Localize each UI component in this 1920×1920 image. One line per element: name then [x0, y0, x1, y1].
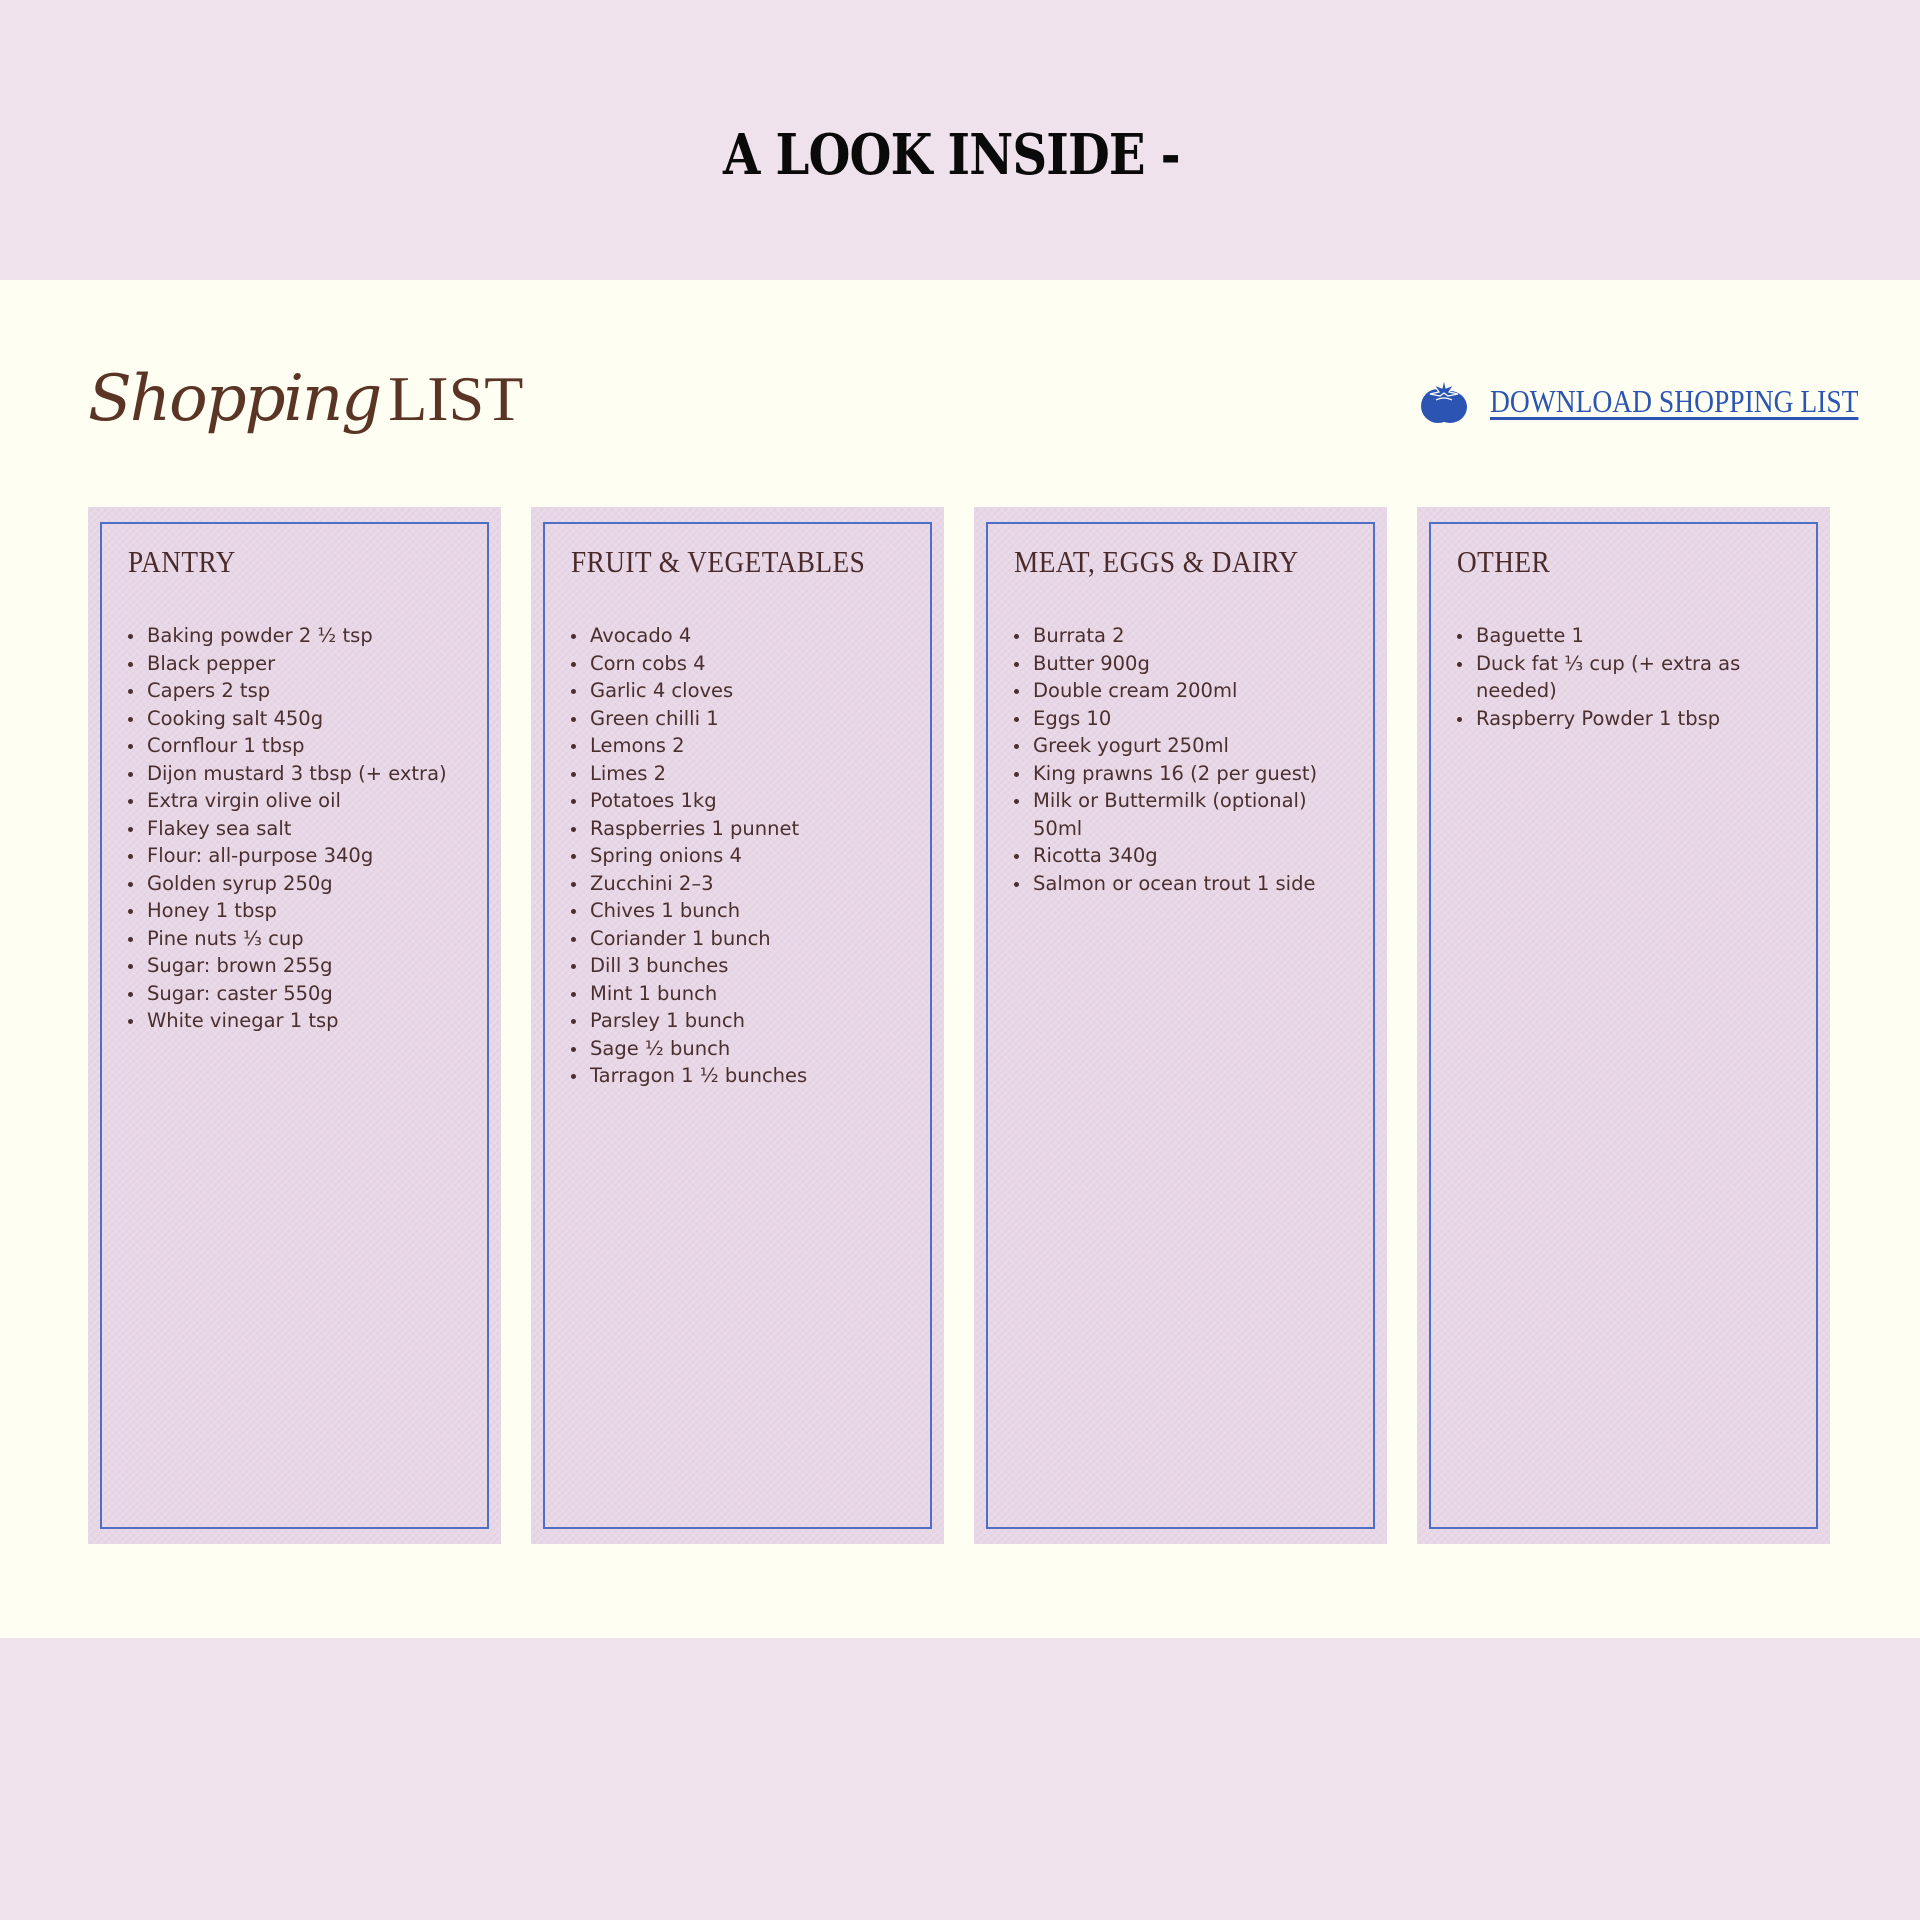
section-title [88, 362, 523, 436]
column-title: PANTRY [128, 544, 236, 579]
list-item: Avocado 4 [571, 622, 912, 650]
list-item: Salmon or ocean trout 1 side [1014, 870, 1355, 898]
list-item: Baguette 1 [1457, 622, 1798, 650]
page-heading: A LOOK INSIDE - [723, 122, 1180, 188]
list-item: Limes 2 [571, 760, 912, 788]
column-pantry [88, 507, 501, 1544]
shopping-list-section [0, 280, 1920, 1638]
list-item: Double cream 200ml [1014, 677, 1355, 705]
column-frame [1429, 522, 1818, 1529]
list-item: Zucchini 2–3 [571, 870, 912, 898]
list-item: Baking powder 2 ½ tsp [128, 622, 469, 650]
list-item: Chives 1 bunch [571, 897, 912, 925]
list-item: Eggs 10 [1014, 705, 1355, 733]
list-item: Capers 2 tsp [128, 677, 469, 705]
tomato-icon [1418, 376, 1470, 426]
list-item: Green chilli 1 [571, 705, 912, 733]
list-item: Parsley 1 bunch [571, 1007, 912, 1035]
list-item: Raspberry Powder 1 tbsp [1457, 705, 1798, 733]
column-title: FRUIT & VEGETABLES [571, 544, 866, 579]
list-item: Cooking salt 450g [128, 705, 469, 733]
title-script: Shopping [88, 362, 381, 436]
item-list [128, 622, 469, 1035]
list-item: Ricotta 340g [1014, 842, 1355, 870]
column-title: MEAT, EGGS & DAIRY [1014, 544, 1299, 579]
download-label: DOWNLOAD SHOPPING LIST [1490, 382, 1859, 419]
list-item: Garlic 4 cloves [571, 677, 912, 705]
column-frame [100, 522, 489, 1529]
list-item: Black pepper [128, 650, 469, 678]
list-item: Greek yogurt 250ml [1014, 732, 1355, 760]
column-fruit-vegetables [531, 507, 944, 1544]
list-item: Mint 1 bunch [571, 980, 912, 1008]
list-item: Golden syrup 250g [128, 870, 469, 898]
list-item: Milk or Buttermilk (optional) 50ml [1014, 787, 1355, 842]
list-item: Sage ½ bunch [571, 1035, 912, 1063]
column-meat-eggs-dairy [974, 507, 1387, 1544]
column-other [1417, 507, 1830, 1544]
list-item: Pine nuts ⅓ cup [128, 925, 469, 953]
title-caps: LIST [388, 363, 524, 434]
list-item: White vinegar 1 tsp [128, 1007, 469, 1035]
item-list [1457, 622, 1798, 732]
list-item: Duck fat ⅓ cup (+ extra as needed) [1457, 650, 1798, 705]
item-list [1014, 622, 1355, 897]
list-item: Tarragon 1 ½ bunches [571, 1062, 912, 1090]
list-item: Dill 3 bunches [571, 952, 912, 980]
list-item: Potatoes 1kg [571, 787, 912, 815]
list-item: Coriander 1 bunch [571, 925, 912, 953]
list-item: Dijon mustard 3 tbsp (+ extra) [128, 760, 469, 788]
column-frame [543, 522, 932, 1529]
list-item: Flour: all-purpose 340g [128, 842, 469, 870]
list-item: Honey 1 tbsp [128, 897, 469, 925]
list-item: Burrata 2 [1014, 622, 1355, 650]
column-frame [986, 522, 1375, 1529]
list-item: Sugar: brown 255g [128, 952, 469, 980]
list-item: Flakey sea salt [128, 815, 469, 843]
list-item: Extra virgin olive oil [128, 787, 469, 815]
list-item: Cornflour 1 tbsp [128, 732, 469, 760]
list-item: King prawns 16 (2 per guest) [1014, 760, 1355, 788]
list-item: Lemons 2 [571, 732, 912, 760]
list-item: Corn cobs 4 [571, 650, 912, 678]
list-item: Raspberries 1 punnet [571, 815, 912, 843]
list-item: Butter 900g [1014, 650, 1355, 678]
list-item: Sugar: caster 550g [128, 980, 469, 1008]
top-band [0, 0, 1920, 280]
list-item: Spring onions 4 [571, 842, 912, 870]
bottom-band [0, 1638, 1920, 1920]
item-list [571, 622, 912, 1090]
download-shopping-list-link[interactable] [1418, 376, 1918, 426]
column-title: OTHER [1457, 544, 1551, 579]
